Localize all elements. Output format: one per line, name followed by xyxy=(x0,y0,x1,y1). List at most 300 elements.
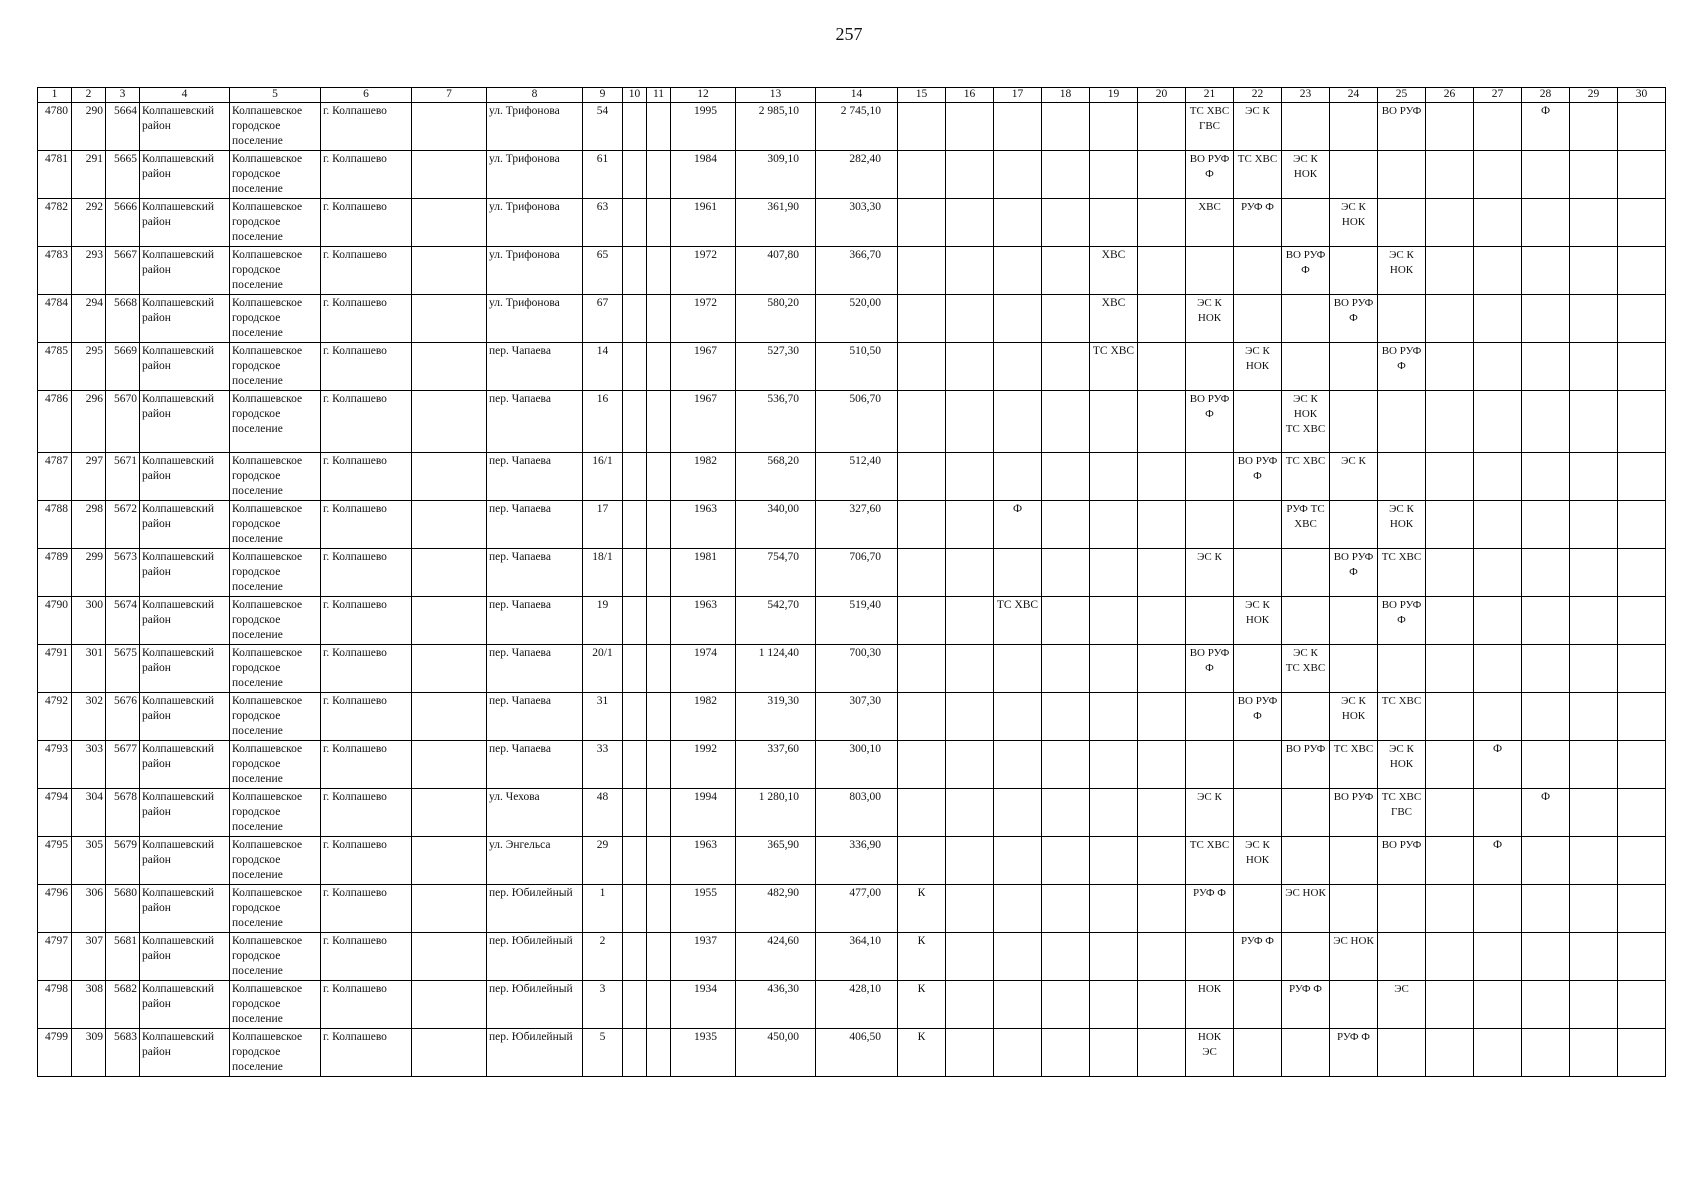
cell-col-16 xyxy=(946,151,994,199)
cell-col-22 xyxy=(1234,789,1282,837)
cell-col-19 xyxy=(1090,103,1138,151)
cell-col-16 xyxy=(946,247,994,295)
cell-col-20 xyxy=(1138,885,1186,933)
cell-col-18 xyxy=(1042,933,1090,981)
cell-col-4: Колпашевский район xyxy=(140,645,230,693)
column-number-12: 12 xyxy=(671,88,736,103)
cell-col-27 xyxy=(1474,597,1522,645)
cell-col-9: 5 xyxy=(583,1029,623,1077)
cell-col-1: 4795 xyxy=(38,837,72,885)
cell-col-10 xyxy=(623,789,647,837)
cell-col-29 xyxy=(1570,343,1618,391)
cell-col-5: Колпашевское городское поселение xyxy=(230,981,321,1029)
table-row xyxy=(38,501,1666,549)
cell-col-3: 5682 xyxy=(106,981,140,1029)
cell-col-28 xyxy=(1522,151,1570,199)
cell-col-21 xyxy=(1186,741,1234,789)
cell-col-8: пер. Чапаева xyxy=(487,645,583,693)
cell-col-3: 5681 xyxy=(106,933,140,981)
cell-col-28 xyxy=(1522,199,1570,247)
cell-col-12: 1994 xyxy=(671,789,736,837)
cell-col-2: 297 xyxy=(72,453,106,501)
cell-col-5: Колпашевское городское поселение xyxy=(230,885,321,933)
cell-col-24: ЭС К xyxy=(1330,453,1378,501)
cell-col-24: ЭС К НОК xyxy=(1330,199,1378,247)
table-row xyxy=(38,453,1666,501)
cell-col-11 xyxy=(647,645,671,693)
cell-col-10 xyxy=(623,343,647,391)
cell-col-20 xyxy=(1138,199,1186,247)
cell-col-9: 14 xyxy=(583,343,623,391)
cell-col-9: 17 xyxy=(583,501,623,549)
cell-col-15 xyxy=(898,597,946,645)
column-number-21: 21 xyxy=(1186,88,1234,103)
cell-col-24 xyxy=(1330,391,1378,453)
cell-col-5: Колпашевское городское поселение xyxy=(230,199,321,247)
cell-col-10 xyxy=(623,933,647,981)
cell-col-18 xyxy=(1042,741,1090,789)
cell-col-4: Колпашевский район xyxy=(140,933,230,981)
cell-col-16 xyxy=(946,295,994,343)
cell-col-4: Колпашевский район xyxy=(140,549,230,597)
cell-col-25 xyxy=(1378,295,1426,343)
cell-col-29 xyxy=(1570,597,1618,645)
cell-col-12: 1981 xyxy=(671,549,736,597)
column-number-15: 15 xyxy=(898,88,946,103)
cell-col-12: 1984 xyxy=(671,151,736,199)
cell-col-30 xyxy=(1618,549,1666,597)
cell-col-17 xyxy=(994,453,1042,501)
cell-col-20 xyxy=(1138,453,1186,501)
cell-col-27 xyxy=(1474,501,1522,549)
cell-col-13: 361,90 xyxy=(736,199,816,247)
cell-col-18 xyxy=(1042,103,1090,151)
cell-col-23 xyxy=(1282,1029,1330,1077)
cell-col-10 xyxy=(623,151,647,199)
cell-col-7 xyxy=(412,343,487,391)
cell-col-10 xyxy=(623,199,647,247)
cell-col-23 xyxy=(1282,343,1330,391)
cell-col-18 xyxy=(1042,693,1090,741)
cell-col-27 xyxy=(1474,1029,1522,1077)
cell-col-15 xyxy=(898,693,946,741)
cell-col-10 xyxy=(623,103,647,151)
cell-col-19 xyxy=(1090,453,1138,501)
cell-col-3: 5668 xyxy=(106,295,140,343)
cell-col-2: 309 xyxy=(72,1029,106,1077)
cell-col-21: ВО РУФ Ф xyxy=(1186,151,1234,199)
cell-col-20 xyxy=(1138,501,1186,549)
cell-col-17 xyxy=(994,247,1042,295)
column-number-10: 10 xyxy=(623,88,647,103)
cell-col-11 xyxy=(647,933,671,981)
cell-col-28 xyxy=(1522,741,1570,789)
cell-col-11 xyxy=(647,837,671,885)
column-number-17: 17 xyxy=(994,88,1042,103)
cell-col-24: ЭС К НОК xyxy=(1330,693,1378,741)
cell-col-11 xyxy=(647,549,671,597)
cell-col-26 xyxy=(1426,693,1474,741)
cell-col-1: 4787 xyxy=(38,453,72,501)
cell-col-28 xyxy=(1522,645,1570,693)
cell-col-27 xyxy=(1474,151,1522,199)
cell-col-19 xyxy=(1090,501,1138,549)
cell-col-26 xyxy=(1426,295,1474,343)
cell-col-19: ХВС xyxy=(1090,295,1138,343)
cell-col-30 xyxy=(1618,151,1666,199)
cell-col-5: Колпашевское городское поселение xyxy=(230,343,321,391)
cell-col-2: 295 xyxy=(72,343,106,391)
cell-col-29 xyxy=(1570,837,1618,885)
cell-col-26 xyxy=(1426,453,1474,501)
cell-col-30 xyxy=(1618,981,1666,1029)
cell-col-19 xyxy=(1090,741,1138,789)
cell-col-9: 1 xyxy=(583,885,623,933)
cell-col-17 xyxy=(994,103,1042,151)
cell-col-21: ЭС К xyxy=(1186,789,1234,837)
cell-col-20 xyxy=(1138,549,1186,597)
cell-col-3: 5671 xyxy=(106,453,140,501)
cell-col-14: 366,70 xyxy=(816,247,898,295)
cell-col-25: ВО РУФ xyxy=(1378,103,1426,151)
cell-col-4: Колпашевский район xyxy=(140,151,230,199)
table-row xyxy=(38,693,1666,741)
cell-col-8: ул. Трифонова xyxy=(487,199,583,247)
cell-col-17 xyxy=(994,933,1042,981)
cell-col-17 xyxy=(994,885,1042,933)
cell-col-21 xyxy=(1186,501,1234,549)
table-row xyxy=(38,151,1666,199)
column-number-5: 5 xyxy=(230,88,321,103)
cell-col-5: Колпашевское городское поселение xyxy=(230,453,321,501)
cell-col-16 xyxy=(946,693,994,741)
cell-col-26 xyxy=(1426,199,1474,247)
cell-col-21 xyxy=(1186,247,1234,295)
cell-col-13: 365,90 xyxy=(736,837,816,885)
cell-col-4: Колпашевский район xyxy=(140,741,230,789)
cell-col-9: 31 xyxy=(583,693,623,741)
cell-col-25 xyxy=(1378,885,1426,933)
cell-col-15 xyxy=(898,645,946,693)
cell-col-13: 309,10 xyxy=(736,151,816,199)
cell-col-13: 482,90 xyxy=(736,885,816,933)
cell-col-22 xyxy=(1234,885,1282,933)
cell-col-24: РУФ Ф xyxy=(1330,1029,1378,1077)
cell-col-15 xyxy=(898,837,946,885)
cell-col-4: Колпашевский район xyxy=(140,103,230,151)
cell-col-15 xyxy=(898,391,946,453)
cell-col-15 xyxy=(898,199,946,247)
cell-col-26 xyxy=(1426,391,1474,453)
cell-col-6: г. Колпашево xyxy=(321,837,412,885)
cell-col-8: пер. Юбилейный xyxy=(487,885,583,933)
cell-col-16 xyxy=(946,1029,994,1077)
cell-col-2: 293 xyxy=(72,247,106,295)
cell-col-7 xyxy=(412,151,487,199)
cell-col-20 xyxy=(1138,343,1186,391)
cell-col-19 xyxy=(1090,693,1138,741)
cell-col-22 xyxy=(1234,1029,1282,1077)
cell-col-9: 19 xyxy=(583,597,623,645)
cell-col-23 xyxy=(1282,693,1330,741)
cell-col-7 xyxy=(412,199,487,247)
cell-col-5: Колпашевское городское поселение xyxy=(230,933,321,981)
column-header xyxy=(38,88,1666,103)
cell-col-15 xyxy=(898,549,946,597)
cell-col-9: 16/1 xyxy=(583,453,623,501)
cell-col-23: ВО РУФ xyxy=(1282,741,1330,789)
cell-col-23: ЭС К НОК xyxy=(1282,151,1330,199)
cell-col-23: РУФ Ф xyxy=(1282,981,1330,1029)
cell-col-11 xyxy=(647,295,671,343)
cell-col-30 xyxy=(1618,933,1666,981)
cell-col-9: 63 xyxy=(583,199,623,247)
cell-col-7 xyxy=(412,789,487,837)
cell-col-13: 340,00 xyxy=(736,501,816,549)
cell-col-5: Колпашевское городское поселение xyxy=(230,741,321,789)
cell-col-27 xyxy=(1474,933,1522,981)
cell-col-30 xyxy=(1618,789,1666,837)
cell-col-10 xyxy=(623,501,647,549)
cell-col-11 xyxy=(647,741,671,789)
cell-col-23 xyxy=(1282,103,1330,151)
cell-col-20 xyxy=(1138,789,1186,837)
cell-col-22 xyxy=(1234,981,1282,1029)
cell-col-2: 301 xyxy=(72,645,106,693)
cell-col-5: Колпашевское городское поселение xyxy=(230,597,321,645)
cell-col-22: ЭС К НОК xyxy=(1234,597,1282,645)
cell-col-17 xyxy=(994,343,1042,391)
cell-col-2: 308 xyxy=(72,981,106,1029)
cell-col-6: г. Колпашево xyxy=(321,741,412,789)
cell-col-17 xyxy=(994,549,1042,597)
cell-col-7 xyxy=(412,549,487,597)
cell-col-28 xyxy=(1522,597,1570,645)
cell-col-16 xyxy=(946,981,994,1029)
cell-col-11 xyxy=(647,343,671,391)
cell-col-24: ЭС НОК xyxy=(1330,933,1378,981)
cell-col-4: Колпашевский район xyxy=(140,453,230,501)
cell-col-14: 282,40 xyxy=(816,151,898,199)
cell-col-23 xyxy=(1282,837,1330,885)
cell-col-7 xyxy=(412,453,487,501)
cell-col-8: ул. Трифонова xyxy=(487,151,583,199)
column-number-3: 3 xyxy=(106,88,140,103)
cell-col-30 xyxy=(1618,885,1666,933)
column-number-23: 23 xyxy=(1282,88,1330,103)
cell-col-29 xyxy=(1570,295,1618,343)
cell-col-6: г. Колпашево xyxy=(321,597,412,645)
cell-col-6: г. Колпашево xyxy=(321,343,412,391)
cell-col-29 xyxy=(1570,981,1618,1029)
cell-col-18 xyxy=(1042,151,1090,199)
cell-col-13: 407,80 xyxy=(736,247,816,295)
cell-col-9: 3 xyxy=(583,981,623,1029)
cell-col-12: 1963 xyxy=(671,501,736,549)
cell-col-20 xyxy=(1138,295,1186,343)
cell-col-1: 4791 xyxy=(38,645,72,693)
cell-col-4: Колпашевский район xyxy=(140,247,230,295)
cell-col-5: Колпашевское городское поселение xyxy=(230,247,321,295)
cell-col-5: Колпашевское городское поселение xyxy=(230,151,321,199)
cell-col-2: 306 xyxy=(72,885,106,933)
cell-col-21 xyxy=(1186,597,1234,645)
cell-col-6: г. Колпашево xyxy=(321,247,412,295)
cell-col-16 xyxy=(946,597,994,645)
cell-col-23: ЭС НОК xyxy=(1282,885,1330,933)
cell-col-14: 336,90 xyxy=(816,837,898,885)
cell-col-4: Колпашевский район xyxy=(140,837,230,885)
cell-col-8: пер. Чапаева xyxy=(487,343,583,391)
cell-col-24 xyxy=(1330,885,1378,933)
cell-col-1: 4797 xyxy=(38,933,72,981)
cell-col-29 xyxy=(1570,391,1618,453)
cell-col-19 xyxy=(1090,933,1138,981)
cell-col-15 xyxy=(898,741,946,789)
cell-col-22: ВО РУФ Ф xyxy=(1234,453,1282,501)
cell-col-25: ЭС К НОК xyxy=(1378,247,1426,295)
cell-col-18 xyxy=(1042,789,1090,837)
cell-col-25 xyxy=(1378,1029,1426,1077)
cell-col-11 xyxy=(647,151,671,199)
cell-col-1: 4796 xyxy=(38,885,72,933)
table-row xyxy=(38,103,1666,151)
cell-col-27 xyxy=(1474,645,1522,693)
table-row xyxy=(38,981,1666,1029)
cell-col-1: 4793 xyxy=(38,741,72,789)
cell-col-13: 536,70 xyxy=(736,391,816,453)
cell-col-14: 406,50 xyxy=(816,1029,898,1077)
cell-col-24 xyxy=(1330,837,1378,885)
column-number-27: 27 xyxy=(1474,88,1522,103)
cell-col-6: г. Колпашево xyxy=(321,693,412,741)
cell-col-30 xyxy=(1618,199,1666,247)
cell-col-16 xyxy=(946,837,994,885)
cell-col-29 xyxy=(1570,453,1618,501)
cell-col-26 xyxy=(1426,981,1474,1029)
cell-col-28 xyxy=(1522,837,1570,885)
cell-col-19 xyxy=(1090,391,1138,453)
cell-col-26 xyxy=(1426,645,1474,693)
cell-col-26 xyxy=(1426,837,1474,885)
column-number-19: 19 xyxy=(1090,88,1138,103)
cell-col-5: Колпашевское городское поселение xyxy=(230,549,321,597)
cell-col-4: Колпашевский район xyxy=(140,981,230,1029)
cell-col-14: 307,30 xyxy=(816,693,898,741)
cell-col-5: Колпашевское городское поселение xyxy=(230,789,321,837)
cell-col-30 xyxy=(1618,295,1666,343)
cell-col-12: 1972 xyxy=(671,295,736,343)
cell-col-19: ТС ХВС xyxy=(1090,343,1138,391)
cell-col-8: пер. Чапаева xyxy=(487,501,583,549)
cell-col-25: ВО РУФ Ф xyxy=(1378,597,1426,645)
cell-col-26 xyxy=(1426,151,1474,199)
cell-col-25 xyxy=(1378,933,1426,981)
cell-col-3: 5666 xyxy=(106,199,140,247)
cell-col-23: ВО РУФ Ф xyxy=(1282,247,1330,295)
cell-col-27 xyxy=(1474,789,1522,837)
cell-col-9: 65 xyxy=(583,247,623,295)
cell-col-19 xyxy=(1090,1029,1138,1077)
cell-col-24 xyxy=(1330,501,1378,549)
cell-col-14: 506,70 xyxy=(816,391,898,453)
cell-col-2: 303 xyxy=(72,741,106,789)
column-number-26: 26 xyxy=(1426,88,1474,103)
cell-col-13: 527,30 xyxy=(736,343,816,391)
cell-col-4: Колпашевский район xyxy=(140,885,230,933)
table-row xyxy=(38,1029,1666,1077)
cell-col-3: 5683 xyxy=(106,1029,140,1077)
cell-col-27 xyxy=(1474,295,1522,343)
cell-col-25 xyxy=(1378,391,1426,453)
cell-col-9: 29 xyxy=(583,837,623,885)
cell-col-18 xyxy=(1042,597,1090,645)
cell-col-23 xyxy=(1282,789,1330,837)
cell-col-23: ТС ХВС xyxy=(1282,453,1330,501)
cell-col-4: Колпашевский район xyxy=(140,693,230,741)
cell-col-19: ХВС xyxy=(1090,247,1138,295)
cell-col-21 xyxy=(1186,343,1234,391)
cell-col-27 xyxy=(1474,391,1522,453)
cell-col-7 xyxy=(412,103,487,151)
cell-col-29 xyxy=(1570,741,1618,789)
cell-col-29 xyxy=(1570,247,1618,295)
cell-col-1: 4785 xyxy=(38,343,72,391)
cell-col-25 xyxy=(1378,199,1426,247)
column-number-18: 18 xyxy=(1042,88,1090,103)
cell-col-16 xyxy=(946,741,994,789)
cell-col-11 xyxy=(647,501,671,549)
cell-col-21 xyxy=(1186,693,1234,741)
cell-col-17 xyxy=(994,1029,1042,1077)
cell-col-10 xyxy=(623,295,647,343)
cell-col-19 xyxy=(1090,549,1138,597)
cell-col-15 xyxy=(898,295,946,343)
cell-col-5: Колпашевское городское поселение xyxy=(230,693,321,741)
cell-col-20 xyxy=(1138,981,1186,1029)
cell-col-1: 4790 xyxy=(38,597,72,645)
cell-col-16 xyxy=(946,199,994,247)
table-row xyxy=(38,391,1666,453)
cell-col-2: 294 xyxy=(72,295,106,343)
table-row xyxy=(38,645,1666,693)
cell-col-17 xyxy=(994,645,1042,693)
cell-col-17 xyxy=(994,837,1042,885)
cell-col-1: 4786 xyxy=(38,391,72,453)
cell-col-29 xyxy=(1570,789,1618,837)
cell-col-25 xyxy=(1378,645,1426,693)
cell-col-7 xyxy=(412,741,487,789)
cell-col-6: г. Колпашево xyxy=(321,199,412,247)
cell-col-8: пер. Чапаева xyxy=(487,549,583,597)
cell-col-5: Колпашевское городское поселение xyxy=(230,1029,321,1077)
cell-col-26 xyxy=(1426,103,1474,151)
cell-col-8: ул. Трифонова xyxy=(487,247,583,295)
cell-col-30 xyxy=(1618,343,1666,391)
cell-col-11 xyxy=(647,693,671,741)
cell-col-13: 319,30 xyxy=(736,693,816,741)
cell-col-13: 580,20 xyxy=(736,295,816,343)
cell-col-27 xyxy=(1474,885,1522,933)
table-row xyxy=(38,247,1666,295)
cell-col-24 xyxy=(1330,151,1378,199)
cell-col-12: 1982 xyxy=(671,693,736,741)
cell-col-19 xyxy=(1090,981,1138,1029)
cell-col-29 xyxy=(1570,103,1618,151)
cell-col-25: ЭС К НОК xyxy=(1378,501,1426,549)
cell-col-27 xyxy=(1474,343,1522,391)
cell-col-16 xyxy=(946,885,994,933)
